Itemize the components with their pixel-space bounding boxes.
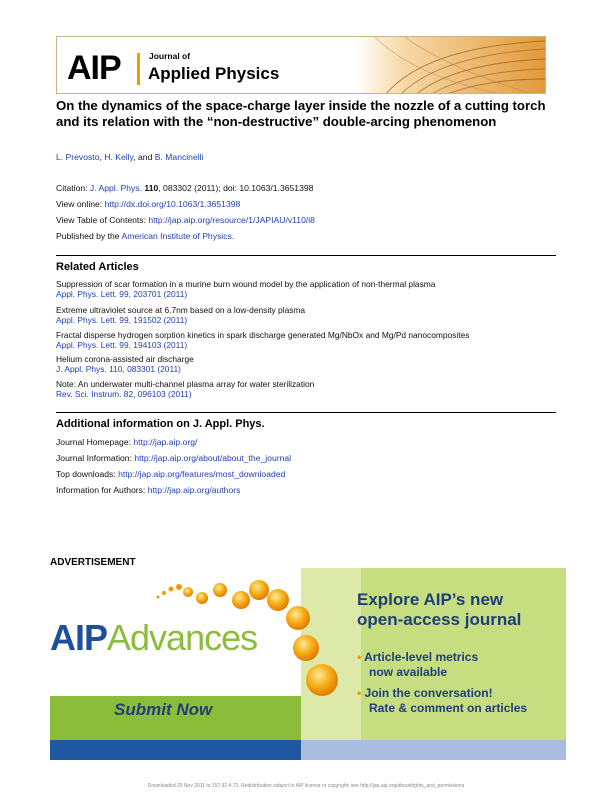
author-list: L. Prevosto, H. Kelly, and B. Mancinelli [56, 152, 204, 162]
journal-information-link[interactable]: http://jap.aip.org/about/about_the_journal [134, 453, 292, 463]
divider [56, 412, 556, 413]
view-online-link[interactable]: http://dx.doi.org/10.1063/1.3651398 [104, 199, 241, 209]
citation-journal-link[interactable]: J. Appl. Phys. [89, 183, 142, 193]
ad-headline: Explore AIP’s new open-access journal [357, 590, 522, 629]
author-link[interactable]: B. Mancinelli [154, 152, 204, 162]
journal-of-label: Journal of [149, 51, 191, 61]
authors-info-line: Information for Authors: http://jap.aip.org/authors [56, 485, 241, 495]
authors-info-link[interactable]: http://jap.aip.org/authors [147, 485, 241, 495]
journal-name: Applied Physics [148, 64, 280, 83]
additional-info-heading: Additional information on J. Appl. Phys. [56, 418, 265, 430]
ad-bottom-stripe [50, 740, 301, 760]
top-downloads-line: Top downloads: http://jap.aip.org/features/most_downloaded [56, 469, 286, 479]
journal-homepage-link[interactable]: http://jap.aip.org/ [133, 437, 198, 447]
banner-divider [137, 53, 140, 85]
toc-link[interactable]: http://jap.aip.org/resource/1/JAPIAU/v110/i8 [148, 215, 315, 225]
published-line: Published by the American Institute of Physics. [56, 231, 235, 241]
aip-logo: AIP [67, 49, 121, 87]
ad-right-inner-panel [301, 568, 361, 740]
toc-line: View Table of Contents: http://jap.aip.org/resource/1/JAPIAU/v110/i8 [56, 215, 315, 225]
bullet-icon: • [357, 686, 362, 700]
ad-bullet-conversation: • Join the conversation! Rate & comment on articles [357, 686, 528, 715]
journal-homepage-line: Journal Homepage: http://jap.aip.org/ [56, 437, 198, 447]
ad-bottom-stripe-right [301, 740, 566, 760]
related-article-item: Note: An underwater multi-channel plasma array for water sterilization Rev. Sci. Instrum. 82, 096103 (2011) [56, 379, 556, 399]
ad-bullet-metrics: • Article-level metrics now available [357, 650, 479, 679]
article-title: On the dynamics of the space-charge layer inside the nozzle of a cutting torch and its relation with the “non-destructive” double-arcing phenomenon [56, 98, 546, 129]
related-article-link[interactable]: Appl. Phys. Lett. 99, 203701 (2011) [56, 289, 188, 299]
citation-line: Citation: J. Appl. Phys. 110, 083302 (2011); doi: 10.1063/1.3651398 [56, 183, 314, 193]
related-article-item: Extreme ultraviolet source at 6.7nm based on a low-density plasma Appl. Phys. Lett. 99, 191502 (2011) [56, 305, 556, 325]
related-article-link[interactable]: Rev. Sci. Instrum. 82, 096103 (2011) [56, 389, 192, 399]
related-articles-heading: Related Articles [56, 261, 139, 273]
related-article-link[interactable]: Appl. Phys. Lett. 99, 194103 (2011) [56, 340, 188, 350]
download-footer: Downloaded 29 Nov 2011 to 157.92.4.72. Redistribution subject to AIP license or copyright; see http://jap.aip.org/about/rights_and_permissions [147, 783, 465, 789]
banner-swirl-art [355, 37, 545, 94]
publisher-link[interactable]: American Institute of Physics [121, 231, 232, 241]
author-link[interactable]: H. Kelly [104, 152, 134, 162]
advertisement-label: ADVERTISEMENT [50, 557, 136, 568]
bullet-icon: • [357, 650, 362, 664]
author-link[interactable]: L. Prevosto [56, 152, 100, 162]
divider [56, 255, 556, 256]
related-article-link[interactable]: J. Appl. Phys. 110, 083301 (2011) [56, 364, 181, 374]
submit-now-button[interactable]: Submit Now [114, 700, 213, 719]
aip-advances-logo: AIPAdvances [50, 617, 258, 658]
journal-information-line: Journal Information: http://jap.aip.org/about/about_the_journal [56, 453, 292, 463]
related-article-item: Helium corona-assisted air discharge J. Appl. Phys. 110, 083301 (2011) [56, 354, 556, 374]
journal-banner [56, 36, 546, 94]
related-article-item: Suppression of scar formation in a murine burn wound model by the application of non-thermal plasma Appl. Phys. Lett. 99, 203701 (2011) [56, 279, 556, 299]
top-downloads-link[interactable]: http://jap.aip.org/features/most_downloaded [118, 469, 286, 479]
aip-advances-ad[interactable] [50, 568, 566, 760]
related-article-item: Fractal disperse hydrogen sorption kinetics in spark discharge generated Mg/NbOx and Mg/Pd nanocomposites Appl. Phys. Lett. 99, 194103 (2011) [56, 330, 556, 350]
view-online-line: View online: http://dx.doi.org/10.1063/1.3651398 [56, 199, 241, 209]
related-article-link[interactable]: Appl. Phys. Lett. 99, 191502 (2011) [56, 315, 188, 325]
